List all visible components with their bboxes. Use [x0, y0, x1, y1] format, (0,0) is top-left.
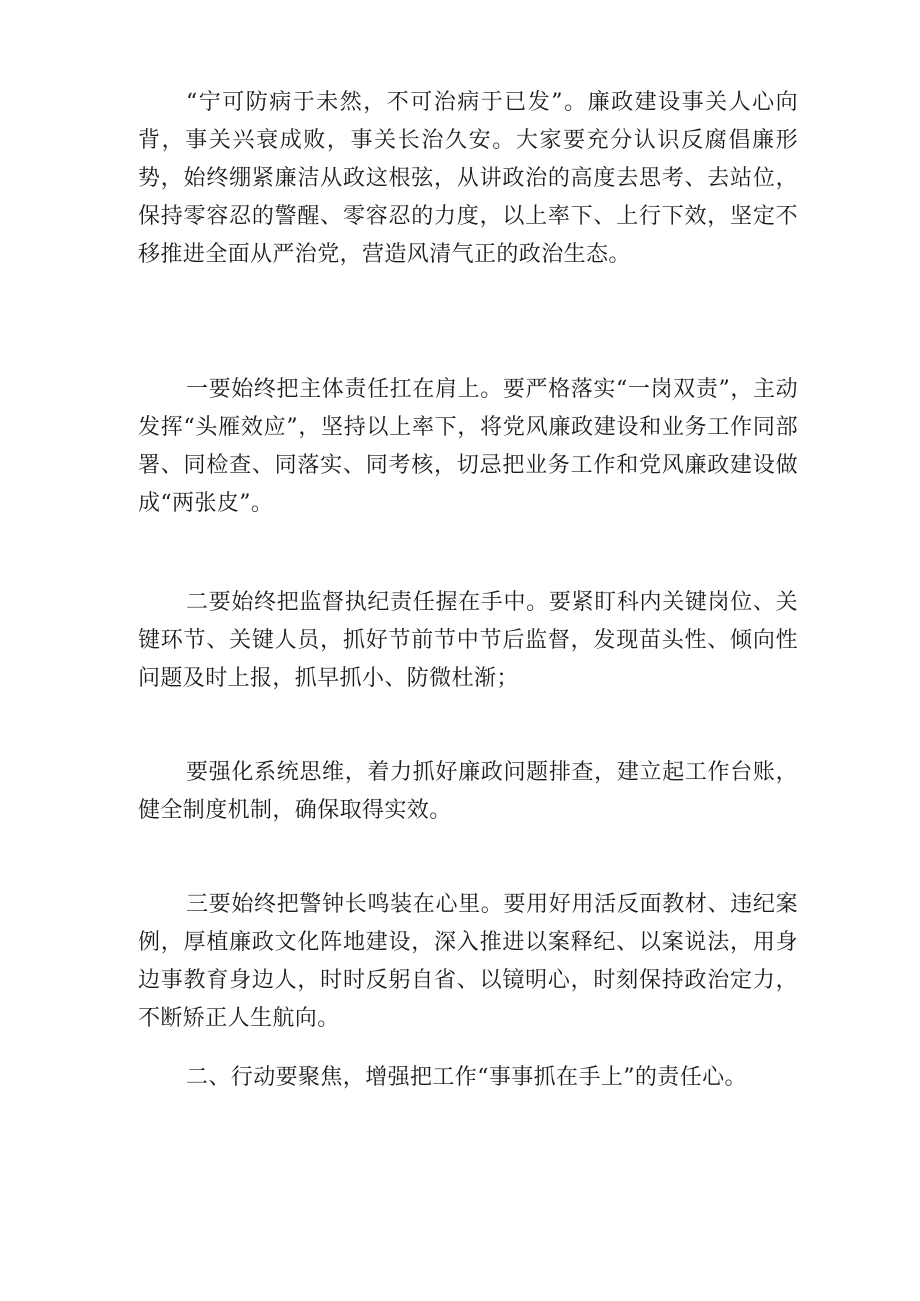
- paragraph-prevention-intro: “宁可防病于未然，不可治病于已发”。廉政建设事关人心向背，事关兴衰成败，事关长治久安。大家要充分认识反腐倡廉形势，始终绷紧廉洁从政这根弦，从讲政治的高度去思考、去站位，保持零容忍的警醒、零容忍的力度，以上率下、上行下效，坚定不移推进全面从严治党，营造风清气正的政治生态。: [138, 90, 798, 267]
- section-heading-action-focus: 二、行动要聚焦，增强把工作“事事抓在手上”的责任心。: [186, 1065, 747, 1090]
- paragraph-warning-bell: 三要始终把警钟长鸣装在心里。要用好用活反面教材、违纪案例，厚植廉政文化阵地建设，深入推进以案释纪、以案说法，用身边事教育身边人，时时反躬自省、以镜明心，时刻保持政治定力，不断矫正人生航向。: [138, 892, 798, 1031]
- paragraph-systematic-thinking: 要强化系统思维，着力抓好廉政问题排查，建立起工作台账，健全制度机制，确保取得实效。: [138, 760, 798, 823]
- paragraph-main-responsibility: 一要始终把主体责任扛在肩上。要严格落实“一岗双责”，主动发挥“头雁效应”，坚持以上率下，将党风廉政建设和业务工作同部署、同检查、同落实、同考核，切忌把业务工作和党风廉政建设做成“两张皮”。: [138, 377, 798, 516]
- paragraph-supervision-responsibility: 二要始终把监督执纪责任握在手中。要紧盯科内关键岗位、关键环节、关键人员，抓好节前节中节后监督，发现苗头性、倾向性问题及时上报，抓早抓小、防微杜渐；: [138, 590, 798, 691]
